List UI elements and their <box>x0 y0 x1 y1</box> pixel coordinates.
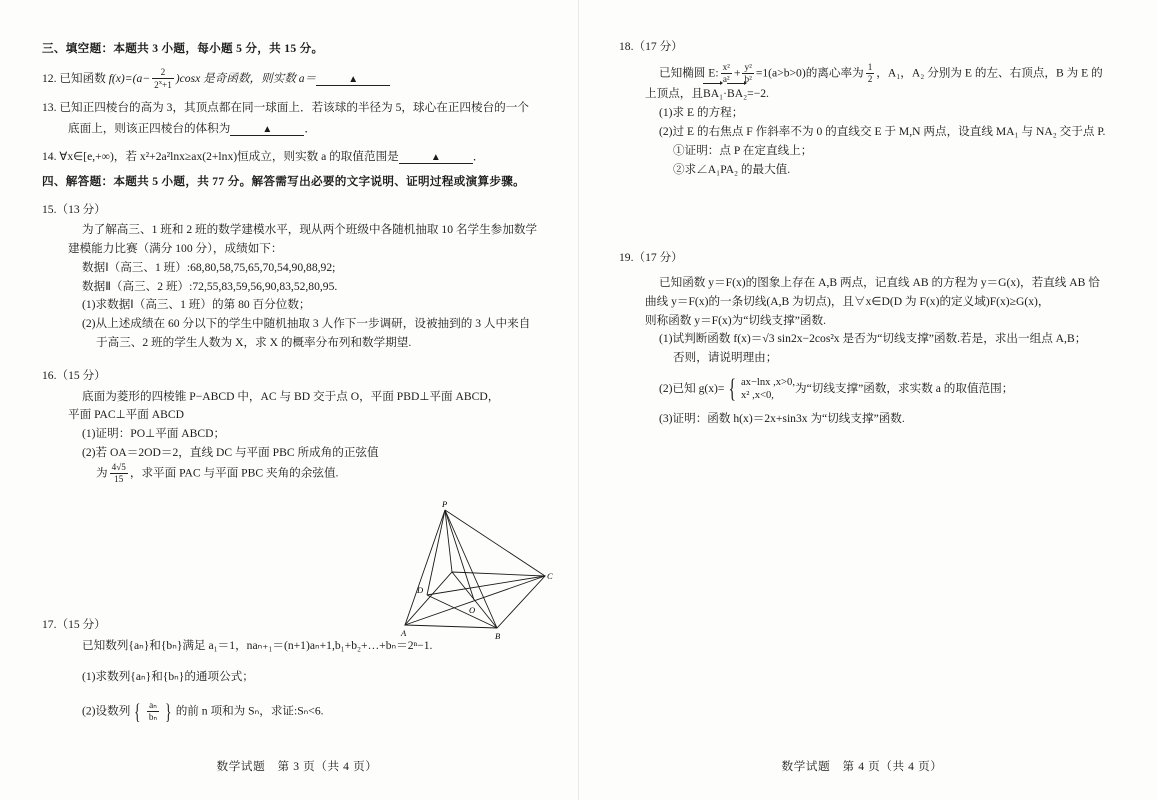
q17-fraction <box>147 700 159 722</box>
label-C: C <box>547 571 553 581</box>
q19-line-3: 则称函数 y＝F(x)为“切线支撑”函数. <box>645 313 826 327</box>
q16-line-2: 平面 PAC⊥平面 ABCD <box>68 408 184 422</box>
label-P: P <box>442 500 448 509</box>
q18-l1-pre: 已知椭圆 E: <box>659 66 719 80</box>
q18-line-5: ①证明：点 P 在定直线上； <box>673 143 813 157</box>
q12-number: 12. <box>42 71 57 85</box>
q17-frac-den: bₙ <box>148 711 158 722</box>
q18-line-4: (2)过 E 的右焦点 F 作斜率不为 0 的直线交 E 于 M,N 两点，设直线 MA₁ 与 NA₂ 交于点 P. <box>659 124 1106 138</box>
q18-l1-mid: + <box>733 66 741 80</box>
q18-f3-num: 1 <box>867 62 873 73</box>
q18-f1-num: x² <box>722 62 730 73</box>
question-14 <box>42 148 550 167</box>
question-18-number: 18.（17 分） <box>619 40 683 53</box>
q18-l2-post: =−2. <box>747 87 769 101</box>
q12-answer-blank: ▲ <box>316 74 390 86</box>
question-16-number: 16.（15 分） <box>42 368 106 382</box>
section-3-heading: 三、填空题：本题共 3 小题，每小题 5 分，共 15 分。 <box>42 42 324 55</box>
q13-line-1: 已知正四棱台的高为 3，其顶点都在同一球面上．若该球的半径为 5，球心在正四棱台的一个 <box>59 101 529 115</box>
q17-line-2: (1)求数列{aₙ}和{bₙ}的通项公式； <box>82 669 254 683</box>
q18-f1-den: a² <box>721 73 732 84</box>
q18-l1-tail: ，A₁，A₂ 分别为 E 的左、右顶点，B 为 E 的 <box>876 66 1103 80</box>
question-15-number: 15.（13 分） <box>42 202 106 216</box>
q12-frac-den-sup: x <box>158 78 163 86</box>
q18-line-6: ②求∠A₁PA₂ 的最大值. <box>673 162 791 176</box>
q19-line-1: 已知函数 y＝F(x)的图象上存在 A,B 两点，记直线 AB 的方程为 y＝G(x)，若直线 AB 恰 <box>659 276 1100 290</box>
q16-fraction <box>110 462 128 484</box>
page-4-content <box>619 38 1127 429</box>
q12-frac-num: 2 <box>160 67 166 78</box>
q19-case-1: ax−lnx ,x>0, <box>740 376 795 388</box>
q13-answer-blank: ▲ <box>230 124 304 136</box>
pyramid-figure <box>397 500 557 645</box>
q18-dot: · <box>723 87 728 101</box>
q19-piecewise-brace: { <box>728 374 737 404</box>
q19-case-2: x² ,x<0, <box>740 390 774 402</box>
q18-line-1 <box>659 63 1127 85</box>
pyramid-diagram-svg <box>397 500 557 645</box>
q19-line-7: (3)证明：函数 h(x)＝2x+sin3x 为“切线支撑”函数. <box>659 412 905 426</box>
q15-line-4: 数据Ⅱ（高三、2 班）:72,55,83,59,56,90,83,52,80,95. <box>82 279 338 293</box>
q16-frac-num: 4√5 <box>111 462 126 473</box>
q19-line-2: 曲线 y＝F(x)的一条切线(A,B 为切点)，且∀x∈D(D 为 F(x)的定义域)F(x)≥G(x)， <box>645 294 1050 308</box>
q14-answer-blank: ▲ <box>399 152 473 164</box>
q12-frac-den <box>152 78 174 90</box>
q14-post: ． <box>472 150 485 163</box>
q15-line-1: 为了解高三、1 班和 2 班的数学建模水平，现从两个班级中各随机抽取 10 名学生参加数学 <box>82 223 538 237</box>
q12-expr-start: f(x)=(a− <box>108 71 151 85</box>
q13-line-2-post: ． <box>304 122 316 136</box>
label-B: B <box>495 631 501 641</box>
q19-l6-pre: (2)已知 g(x)= <box>659 381 725 395</box>
q17-line-3-post: 的前 n 项和为 Sₙ，求证:Sₙ<6. <box>175 704 324 718</box>
q16-line-5 <box>96 463 550 485</box>
q19-line-6 <box>659 376 1127 402</box>
q19-line-5: 否则，请说明理由； <box>673 351 778 365</box>
q15-line-6: (2)从上述成绩在 60 分以下的学生中随机抽取 3 人作下一步调研，设被抽到的 3 人中来自 <box>82 317 531 331</box>
q17-frac-num: aₙ <box>149 700 157 711</box>
q17-line-3 <box>82 698 550 724</box>
q15-line-5: (1)求数据Ⅰ（高三、1 班）的第 80 百分位数； <box>82 298 311 312</box>
label-O: O <box>469 605 476 615</box>
q19-line-4: (1)试判断函数 f(x)＝√3 sin2x−2cos²x 是否为“切线支撑”函数.若是，求出一组点 A,B； <box>659 332 1087 346</box>
page-4-footer: 数学试题 第 4 页（共 4 页） <box>781 760 943 773</box>
page-3-content <box>42 38 553 724</box>
page-3-footer: 数学试题 第 3 页（共 4 页） <box>216 760 378 773</box>
q17-line-1: 已知数列{aₙ}和{bₙ}满足 a₁＝1，naₙ₊₁＝(n+1)aₙ+1,b₁+b₂+…+bₙ＝2ⁿ−1. <box>82 639 433 653</box>
q12-frac-den-base: 2 <box>154 79 159 90</box>
q17-brace-close: } <box>165 698 172 724</box>
vector-BA2: BA₂ <box>727 84 747 104</box>
q18-f2-den: b² <box>744 73 752 84</box>
q12-frac-den-rest: +1 <box>162 79 172 90</box>
question-13 <box>42 99 550 118</box>
q14-text: ∀x∈[e,+∞)，若 x²+2a²lnx≥ax(2+lnx)恒成立，则实数 a 的取值范围是 <box>59 150 399 163</box>
q16-line-5-post: ，求平面 PAC 与平面 PBC 夹角的余弦值. <box>129 466 339 480</box>
q13-number: 13. <box>42 101 57 115</box>
label-D: D <box>417 585 424 595</box>
q18-l2-pre: 上顶点，且 <box>645 87 703 101</box>
q17-line-3-pre: (2)设数列 <box>82 704 131 718</box>
q18-line-2 <box>645 84 1127 104</box>
page-4-column <box>579 0 1157 800</box>
q17-brace-open: { <box>134 698 141 724</box>
q16-line-1: 底面为菱形的四棱锥 P−ABCD 中，AC 与 BD 交于点 O，平面 PBD⊥平面 ABCD， <box>82 389 500 403</box>
q16-line-5-pre: 为 <box>96 466 108 480</box>
q14-number: 14. <box>42 150 57 163</box>
q15-line-3: 数据Ⅰ（高三、1 班）:68,80,58,75,65,70,54,90,88,92; <box>82 260 336 274</box>
q18-f2-num: y² <box>744 62 752 73</box>
q19-l6-post: 为“切线支撑”函数，求实数 a 的取值范围； <box>794 381 1014 395</box>
page-3-column <box>0 0 578 800</box>
q12-text-pre: 已知函数 <box>59 71 106 85</box>
question-17-number: 17.（15 分） <box>42 618 106 632</box>
q18-line-3: (1)求 E 的方程； <box>659 106 744 120</box>
q13-line-2-pre: 底面上，则该正四棱台的体积为 <box>68 122 231 136</box>
q12-text-mid: )cosx 是奇函数，则实数 a＝ <box>175 71 317 85</box>
question-12 <box>42 68 550 91</box>
vector-BA1: BA₁ <box>703 84 723 104</box>
question-19-number: 19.（17 分） <box>619 251 683 265</box>
q16-frac-den: 15 <box>110 473 128 484</box>
label-A: A <box>401 628 407 638</box>
q16-line-4: (2)若 OA＝2OD＝2，直线 DC 与平面 PBC 所成角的正弦值 <box>82 445 379 459</box>
section-4-heading: 四、解答题：本题共 5 小题，共 77 分。解答需写出必要的文字说明、证明过程或演算步骤。 <box>42 174 526 188</box>
q15-line-7: 于高三、2 班的学生人数为 X，求 X 的概率分布列和数学期望. <box>96 336 412 350</box>
q13-line-2 <box>68 120 550 139</box>
q15-line-2: 建模能力比赛（满分 100 分），成绩如下： <box>68 242 283 256</box>
q18-l1-post: =1(a>b>0)的离心率为 <box>755 66 864 80</box>
q18-fraction-eccentricity <box>866 62 875 84</box>
q19-piecewise-cases <box>741 376 795 402</box>
q16-line-3: (1)证明：PO⊥平面 ABCD； <box>82 427 226 441</box>
q18-f3-den: 2 <box>867 73 873 84</box>
q12-fraction <box>152 67 174 90</box>
